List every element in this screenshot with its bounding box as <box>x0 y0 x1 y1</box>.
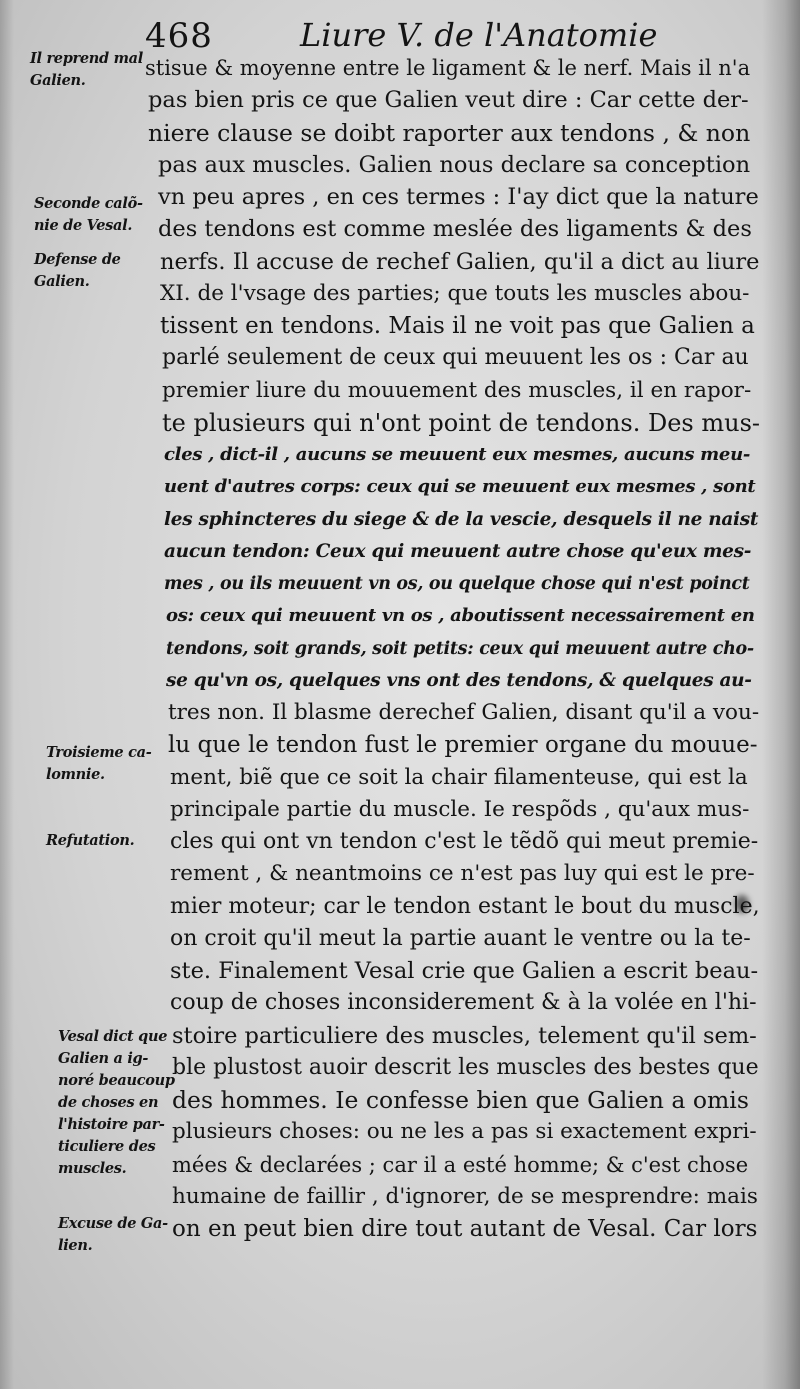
text-line: plusieurs choses: ou ne les a pas si exactement expri- <box>172 1119 757 1145</box>
margin-note: Excuse de Ga- lien. <box>58 1215 168 1254</box>
page-header <box>145 12 658 56</box>
body-text <box>140 52 760 1245</box>
text-line: te plusieurs qui n'ont point de tendons. Des mus- <box>162 408 760 437</box>
text-line: vn peu apres , en ces termes : I'ay dict que la nature <box>158 184 759 210</box>
text-line: tissent en tendons. Mais il ne voit pas que Galien a <box>160 313 755 339</box>
page-number: 468 <box>145 16 213 56</box>
text-line: des tendons est comme meslée des ligaments & des <box>158 216 752 243</box>
margin-note: Vesal dict que Galien a ig- noré beaucoup de choses en l'histoire par- ticuliere des muscles. <box>58 1028 175 1177</box>
text-line: cles qui ont vn tendon c'est le tẽdõ qui meut premie- <box>170 829 759 854</box>
text-line: coup de choses inconsiderement & à la volée en l'hi- <box>170 990 757 1016</box>
text-line: ble plustost auoir descrit les muscles des bestes que <box>172 1054 759 1080</box>
text-line: rement , & neantmoins ce n'est pas luy qui est le pre- <box>170 861 755 887</box>
text-line: tres non. Il blasme derechef Galien, disant qu'il a vou- <box>168 700 760 725</box>
text-line: stoire particuliere des muscles, telement qu'il sem- <box>172 1022 757 1049</box>
text-line: on en peut bien dire tout autant de Vesal. Car lors <box>172 1216 758 1242</box>
text-line: humaine de faillir , d'ignorer, de se mesprendre: mais <box>172 1183 758 1209</box>
margin-note: Troisieme ca- lomnie. <box>46 744 152 783</box>
text-line: niere clause se doibt raporter aux tendons , & non <box>148 118 751 147</box>
text-line: des hommes. Ie confesse bien que Galien a omis <box>172 1086 749 1114</box>
margin-note: Refutation. <box>46 832 135 849</box>
text-line: premier liure du mouuement des muscles, il en rapor- <box>162 377 752 403</box>
text-line: principale partie du muscle. Ie respõds , qu'aux mus- <box>170 796 750 822</box>
margin-note: Defense de Galien. <box>34 251 121 290</box>
margin-note: Seconde calõ- nie de Vesal. <box>34 195 143 234</box>
text-line: nerfs. Il accuse de rechef Galien, qu'il a dict au liure <box>160 248 760 275</box>
text-line: tendons, soit grands, soit petits: ceux qui meuuent autre cho- <box>166 638 754 659</box>
text-line: XI. de l'vsage des parties; que touts les muscles abou- <box>160 280 750 306</box>
text-line: ste. Finalement Vesal crie que Galien a escrit beau- <box>170 958 759 984</box>
text-line: lu que le tendon fust le premier organe du mouue- <box>168 732 758 759</box>
text-line: mier moteur; car le tendon estant le bout du muscle, <box>170 893 760 919</box>
text-line: pas aux muscles. Galien nous declare sa conception <box>158 151 751 178</box>
text-line: os: ceux qui meuuent vn os , aboutissent necessairement en <box>166 605 755 627</box>
text-line: ment, biẽ que ce soit la chair filamenteuse, qui est la <box>170 764 748 790</box>
text-line: mes , ou ils meuuent vn os, ou quelque chose qui n'est poinct <box>164 574 750 594</box>
running-title: Liure V. de l'Anatomie <box>300 16 658 54</box>
text-line: parlé seulement de ceux qui meuuent les os : Car au <box>162 345 749 371</box>
text-line: aucun tendon: Ceux qui meuuent autre chose qu'eux mes- <box>164 540 752 562</box>
margin-note: Il reprend mal Galien. <box>30 50 143 89</box>
page-edge-shadow <box>762 0 800 1389</box>
text-line: mées & declarées ; car il a esté homme; & c'est chose <box>172 1152 749 1177</box>
text-line: se qu'vn os, quelques vns ont des tendons, & quelques au- <box>166 669 752 691</box>
text-line: les sphincteres du siege & de la vescie, desquels il ne naist <box>164 508 759 530</box>
text-line: stisue & moyenne entre le ligament & le nerf. Mais il n'a <box>145 56 751 80</box>
text-line: cles , dict-il , aucuns se meuuent eux mesmes, aucuns meu- <box>164 444 751 465</box>
text-line: uent d'autres corps: ceux qui se meuuent eux mesmes , sont <box>164 476 756 498</box>
text-line: pas bien pris ce que Galien veut dire : Car cette der- <box>148 87 749 114</box>
text-line: on croit qu'il meut la partie auant le ventre ou la te- <box>170 925 751 951</box>
